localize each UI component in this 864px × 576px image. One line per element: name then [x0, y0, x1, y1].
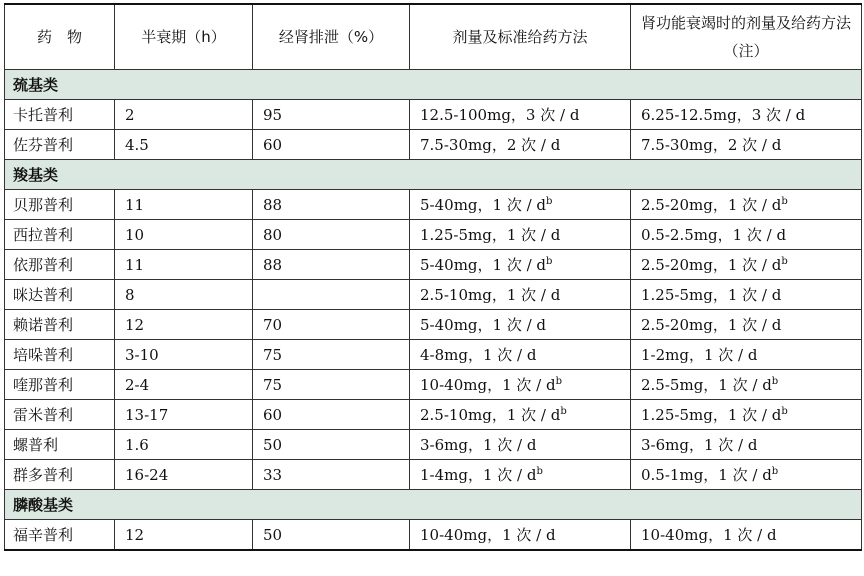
renal-excretion-cell	[253, 190, 410, 220]
renal-excretion-cell-text: 88	[263, 195, 283, 214]
half-life-cell-text: 12	[125, 315, 145, 334]
drug-name-cell	[5, 400, 115, 430]
half-life-cell-text: 16-24	[125, 465, 169, 484]
drug-name-cell	[5, 130, 115, 160]
drug-name-cell	[5, 460, 115, 490]
footnote-marker: b	[781, 406, 788, 417]
ace-inhibitor-table	[4, 3, 862, 551]
standard-dose-cell	[410, 340, 631, 370]
renal-failure-dose-cell	[631, 430, 862, 460]
group-title: 膦酸基类	[5, 490, 862, 520]
drug-name-cell	[5, 100, 115, 130]
renal-excretion-cell-text: 88	[263, 255, 283, 274]
table-row	[5, 340, 862, 370]
standard-dose-cell-text: 5-40mg，1 次 / d	[420, 316, 547, 334]
group-row	[5, 490, 862, 520]
standard-dose-cell-text: 5-40mg，1 次 / d	[420, 196, 547, 214]
footnote-marker: b	[781, 256, 788, 267]
drug-name-cell-text: 赖诺普利	[13, 316, 74, 334]
drug-name-cell	[5, 220, 115, 250]
standard-dose-cell	[410, 460, 631, 490]
half-life-cell-text: 12	[125, 525, 145, 544]
half-life-cell	[115, 340, 253, 370]
renal-failure-dose-cell-text: 1.25-5mg，1 次 / d	[641, 286, 782, 304]
half-life-cell-text: 13-17	[125, 405, 169, 424]
footnote-marker: b	[771, 376, 779, 387]
table-row	[5, 250, 862, 280]
renal-failure-dose-cell	[631, 280, 862, 310]
renal-excretion-cell-text: 50	[263, 435, 283, 454]
standard-dose-cell	[410, 430, 631, 460]
drug-name-cell-text: 咪达普利	[13, 286, 74, 304]
renal-excretion-cell	[253, 250, 410, 280]
renal-failure-dose-cell-text: 1.25-5mg，1 次 / d	[641, 406, 782, 424]
half-life-cell-text: 8	[125, 285, 135, 304]
table-row	[5, 220, 862, 250]
group-title: 羧基类	[5, 160, 862, 190]
half-life-cell	[115, 370, 253, 400]
half-life-cell-text: 10	[125, 225, 145, 244]
renal-failure-dose-cell	[631, 100, 862, 130]
drug-name-cell-text: 依那普利	[13, 256, 74, 274]
standard-dose-cell	[410, 100, 631, 130]
table-row	[5, 280, 862, 310]
renal-excretion-cell	[253, 100, 410, 130]
renal-failure-dose-cell	[631, 190, 862, 220]
renal-failure-dose-cell-text: 0.5-1mg，1 次 / d	[641, 466, 772, 484]
standard-dose-cell	[410, 400, 631, 430]
drug-name-cell	[5, 430, 115, 460]
renal-excretion-cell-text: 95	[263, 105, 283, 124]
table-row	[5, 430, 862, 460]
standard-dose-cell-text: 12.5-100mg，3 次 / d	[420, 106, 580, 124]
half-life-cell	[115, 190, 253, 220]
renal-excretion-cell-text: 60	[263, 135, 283, 154]
header-row	[5, 4, 862, 70]
renal-failure-dose-cell-text: 0.5-2.5mg，1 次 / d	[641, 226, 787, 244]
half-life-cell	[115, 520, 253, 551]
footnote-marker: b	[546, 196, 553, 207]
table-row	[5, 370, 862, 400]
half-life-cell	[115, 460, 253, 490]
standard-dose-cell-text: 4-8mg，1 次 / d	[420, 346, 537, 364]
drug-name-cell-text: 雷米普利	[13, 406, 74, 424]
drug-name-cell	[5, 190, 115, 220]
renal-excretion-cell	[253, 220, 410, 250]
footnote-marker: b	[555, 376, 562, 387]
half-life-cell	[115, 220, 253, 250]
half-life-cell-text: 3-10	[125, 345, 159, 364]
footnote-marker: b	[536, 466, 543, 477]
half-life-cell-text: 11	[125, 255, 145, 274]
renal-failure-dose-cell	[631, 310, 862, 340]
renal-excretion-cell	[253, 280, 410, 310]
standard-dose-cell-text: 2.5-10mg，1 次 / d	[420, 406, 561, 424]
standard-dose-cell	[410, 130, 631, 160]
renal-failure-dose-cell-text: 2.5-20mg，1 次 / d	[641, 196, 782, 214]
renal-excretion-cell-text: 33	[263, 465, 283, 484]
header-standard-dose: 剂量及标准给药方法	[410, 4, 631, 70]
header-half-life: 半衰期（h）	[115, 4, 253, 70]
renal-excretion-cell-text: 75	[263, 375, 283, 394]
half-life-cell-text: 2-4	[125, 375, 150, 394]
standard-dose-cell	[410, 280, 631, 310]
standard-dose-cell-text: 10-40mg，1 次 / d	[420, 526, 556, 544]
group-title: 巯基类	[5, 70, 862, 100]
renal-excretion-cell	[253, 400, 410, 430]
standard-dose-cell	[410, 220, 631, 250]
renal-failure-dose-cell	[631, 520, 862, 551]
half-life-cell	[115, 250, 253, 280]
renal-failure-dose-cell	[631, 460, 862, 490]
half-life-cell-text: 11	[125, 195, 145, 214]
table-row	[5, 310, 862, 340]
half-life-cell	[115, 280, 253, 310]
drug-name-cell	[5, 280, 115, 310]
table-row	[5, 100, 862, 130]
header-renal-excretion: 经肾排泄（%）	[253, 4, 410, 70]
renal-failure-dose-cell-text: 10-40mg，1 次 / d	[641, 526, 777, 544]
standard-dose-cell	[410, 520, 631, 551]
renal-failure-dose-cell	[631, 130, 862, 160]
table-row	[5, 130, 862, 160]
drug-name-cell-text: 群多普利	[13, 466, 74, 484]
drug-name-cell	[5, 370, 115, 400]
drug-name-cell	[5, 520, 115, 551]
standard-dose-cell-text: 5-40mg，1 次 / d	[420, 256, 547, 274]
standard-dose-cell	[410, 190, 631, 220]
renal-failure-dose-cell	[631, 400, 862, 430]
renal-excretion-cell-text: 70	[263, 315, 283, 334]
renal-failure-dose-cell-text: 3-6mg，1 次 / d	[641, 436, 758, 454]
drug-name-cell-text: 喹那普利	[13, 376, 74, 394]
drug-name-cell-text: 西拉普利	[13, 226, 74, 244]
renal-failure-dose-cell-text: 2.5-20mg，1 次 / d	[641, 316, 782, 334]
standard-dose-cell-text: 1.25-5mg，1 次 / d	[420, 226, 561, 244]
drug-name-cell	[5, 250, 115, 280]
table-row	[5, 520, 862, 551]
drug-name-cell-text: 福辛普利	[13, 526, 74, 544]
renal-failure-dose-cell-text: 7.5-30mg，2 次 / d	[641, 136, 782, 154]
drug-name-cell	[5, 340, 115, 370]
half-life-cell	[115, 130, 253, 160]
half-life-cell-text: 4.5	[125, 135, 149, 154]
standard-dose-cell-text: 10-40mg，1 次 / d	[420, 376, 556, 394]
footnote-marker: b	[771, 466, 779, 477]
standard-dose-cell	[410, 370, 631, 400]
renal-excretion-cell-text: 60	[263, 405, 283, 424]
table-row	[5, 460, 862, 490]
renal-excretion-cell-text: 80	[263, 225, 283, 244]
renal-excretion-cell-text: 50	[263, 525, 283, 544]
footnote-marker: b	[781, 196, 788, 207]
drug-name-cell-text: 贝那普利	[13, 196, 74, 214]
renal-excretion-cell	[253, 340, 410, 370]
renal-failure-dose-cell	[631, 370, 862, 400]
half-life-cell	[115, 100, 253, 130]
renal-failure-dose-cell-text: 1-2mg，1 次 / d	[641, 346, 758, 364]
group-row	[5, 160, 862, 190]
renal-excretion-cell	[253, 370, 410, 400]
header-drug: 药 物	[5, 4, 115, 70]
group-row	[5, 70, 862, 100]
drug-name-cell-text: 佐芬普利	[13, 136, 74, 154]
renal-failure-dose-cell-text: 6.25-12.5mg，3 次 / d	[641, 106, 806, 124]
renal-failure-dose-cell	[631, 250, 862, 280]
drug-name-cell-text: 卡托普利	[13, 106, 74, 124]
standard-dose-cell	[410, 310, 631, 340]
half-life-cell	[115, 310, 253, 340]
table-row	[5, 400, 862, 430]
renal-excretion-cell	[253, 460, 410, 490]
footnote-marker: b	[560, 406, 567, 417]
renal-excretion-cell-text: 75	[263, 345, 283, 364]
renal-excretion-cell	[253, 310, 410, 340]
renal-failure-dose-cell	[631, 340, 862, 370]
renal-failure-dose-cell	[631, 220, 862, 250]
half-life-cell	[115, 400, 253, 430]
standard-dose-cell-text: 3-6mg，1 次 / d	[420, 436, 537, 454]
table-body	[5, 70, 862, 551]
drug-name-cell-text: 培哚普利	[13, 346, 74, 364]
renal-excretion-cell	[253, 130, 410, 160]
renal-failure-dose-cell-text: 2.5-20mg，1 次 / d	[641, 256, 782, 274]
standard-dose-cell-text: 7.5-30mg，2 次 / d	[420, 136, 561, 154]
half-life-cell-text: 2	[125, 105, 135, 124]
standard-dose-cell-text: 1-4mg，1 次 / d	[420, 466, 537, 484]
header-renal-failure-dose: 肾功能衰竭时的剂量及给药方法（注）	[631, 4, 862, 70]
standard-dose-cell	[410, 250, 631, 280]
half-life-cell	[115, 430, 253, 460]
renal-excretion-cell	[253, 520, 410, 551]
renal-failure-dose-cell-text: 2.5-5mg，1 次 / d	[641, 376, 772, 394]
renal-excretion-cell	[253, 430, 410, 460]
footnote-marker: b	[546, 256, 553, 267]
table-header	[5, 4, 862, 70]
standard-dose-cell-text: 2.5-10mg，1 次 / d	[420, 286, 561, 304]
table-row	[5, 190, 862, 220]
drug-name-cell-text: 螺普利	[13, 436, 59, 454]
half-life-cell-text: 1.6	[125, 435, 149, 454]
drug-name-cell	[5, 310, 115, 340]
